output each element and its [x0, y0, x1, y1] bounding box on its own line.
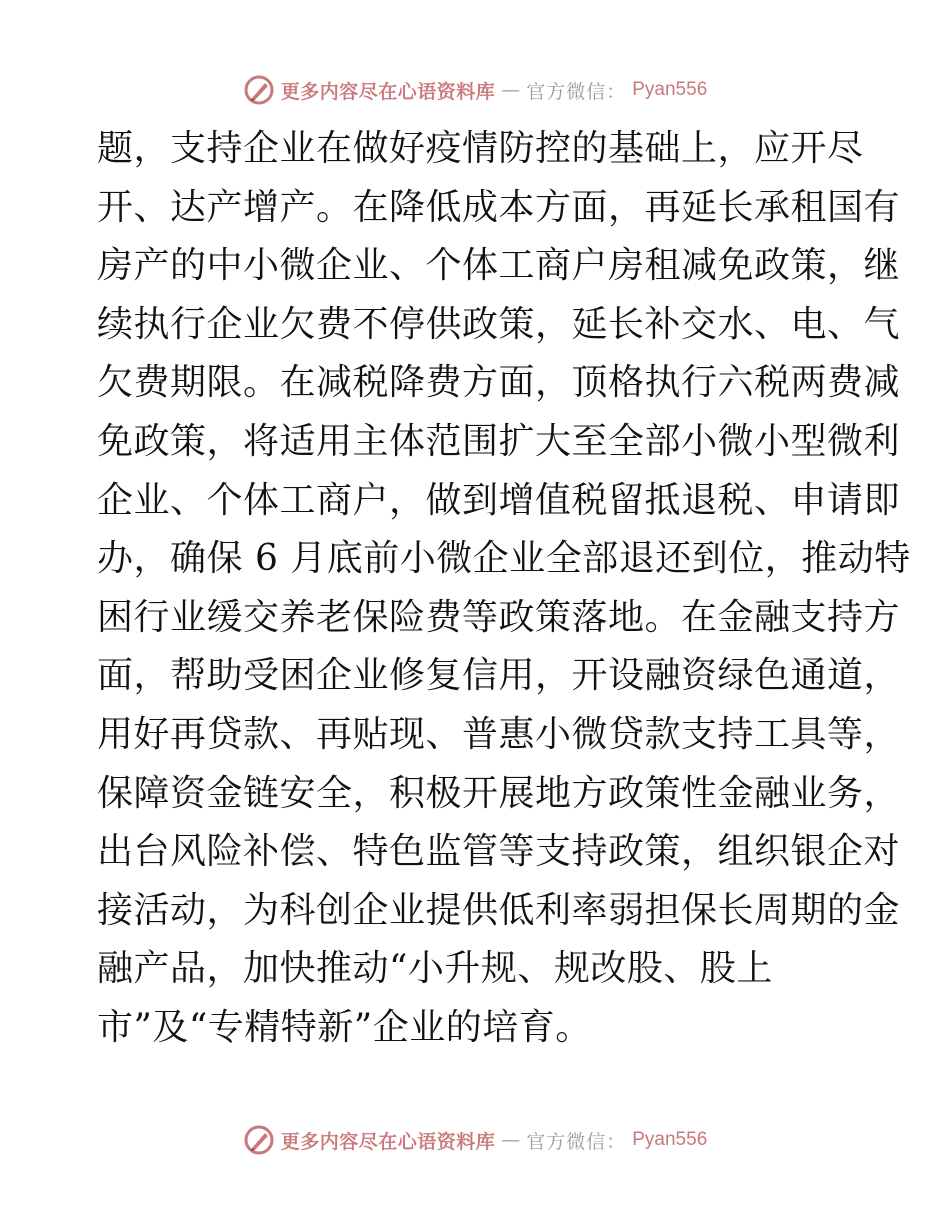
- watermark-official-label: 官方微信：: [526, 80, 627, 103]
- body-line: 融产品，加快推动“小升规、规改股、股上: [97, 948, 773, 990]
- watermark-separator: —: [501, 1129, 521, 1151]
- body-line: 开、达产增产。在降低成本方面，再延长承租国有: [97, 186, 901, 228]
- body-line: 续执行企业欠费不停供政策，延长补交水、电、气: [97, 303, 901, 345]
- pen-logo-icon: [243, 1124, 275, 1156]
- header-watermark: [0, 70, 950, 110]
- watermark-brand-text: 更多内容尽在心语资料库: [280, 1130, 496, 1153]
- watermark-account-id: Pyan556: [632, 79, 708, 100]
- body-line: 题，支持企业在做好疫情防控的基础上，应开尽: [97, 128, 864, 169]
- body-line: 房产的中小微企业、个体工商户房租减免政策，继: [97, 245, 901, 287]
- body-line: 欠费期限。在减税降费方面，顶格执行六税两费减: [97, 362, 901, 404]
- watermark-official-label: 官方微信：: [526, 1130, 627, 1153]
- pen-logo-icon: [243, 74, 275, 106]
- body-line: 用好再贷款、再贴现、普惠小微贷款支持工具等，: [97, 713, 901, 755]
- footer-watermark: [0, 1120, 950, 1160]
- document-body: [97, 120, 911, 1058]
- watermark-separator: —: [501, 79, 521, 101]
- watermark-account-id: Pyan556: [632, 1129, 708, 1150]
- body-line: 企业、个体工商户，做到增值税留抵退税、申请即: [97, 479, 901, 521]
- body-line: 市”及“专精特新”企业的培育。: [97, 1006, 592, 1048]
- body-line: 保障资金链安全，积极开展地方政策性金融业务，: [97, 772, 901, 814]
- body-line: 面，帮助受困企业修复信用，开设融资绿色通道，: [97, 655, 901, 697]
- watermark-brand-text: 更多内容尽在心语资料库: [280, 80, 496, 103]
- body-line: 出台风险补偿、特色监管等支持政策，组织银企对: [97, 831, 901, 873]
- body-line: 办，确保 6 月底前小微企业全部退还到位，推动特: [97, 538, 911, 580]
- body-line: 接活动，为科创企业提供低利率弱担保长周期的金: [97, 889, 901, 931]
- body-line: 免政策，将适用主体范围扩大至全部小微小型微利: [97, 420, 901, 462]
- body-line: 困行业缓交养老保险费等政策落地。在金融支持方: [97, 596, 901, 638]
